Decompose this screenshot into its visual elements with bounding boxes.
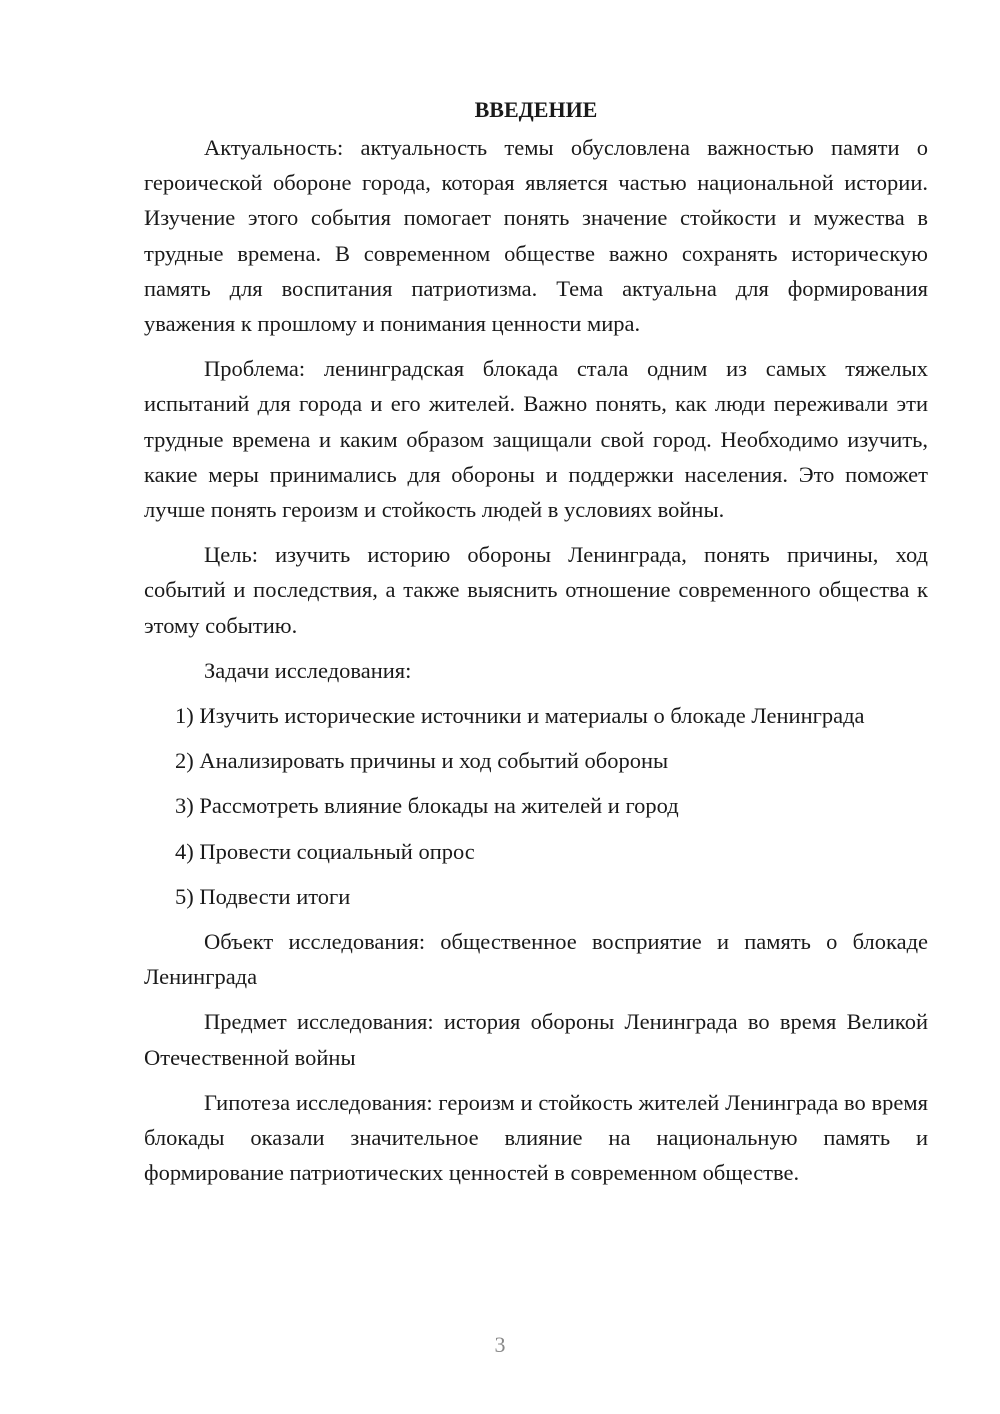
tasks-list (144, 698, 928, 914)
list-item: 1) Изучить исторические источники и материалы о блокаде Ленинграда (175, 703, 865, 729)
page-number: 3 (494, 1332, 506, 1357)
list-item: 4) Провести социальный опрос (175, 838, 475, 864)
list-item: 5) Подвести итоги (175, 883, 351, 909)
hypothesis-paragraph: Гипотеза исследования: героизм и стойкость жителей Ленинграда во время блокады оказали значительное влияние на национальную память и формирование патриотических ценностей в современном обществе. (144, 1089, 928, 1186)
relevance-paragraph: Актуальность: актуальность темы обусловлена важностью памяти о героической обороне города, которая является частью национальной истории. Изучение этого события помогает понять значение стойкости и мужества в трудные времена. В современном обществе важно сохранять историческую память для воспитания патриотизма. Тема актуальна для формирования уважения к прошлому и понимания ценности мира. (144, 135, 928, 337)
list-item: 2) Анализировать причины и ход событий обороны (175, 748, 669, 774)
object-paragraph: Объект исследования: общественное восприятие и память о блокаде Ленинграда (144, 929, 928, 990)
goal-paragraph: Цель: изучить историю обороны Ленинграда, понять причины, ход событий и последствия, а также выяснить отношение современного общества к этому событию. (144, 542, 928, 638)
tasks-heading: Задачи исследования: (204, 657, 412, 683)
page-title: ВВЕДЕНИЕ (474, 97, 598, 122)
problem-paragraph: Проблема: ленинградская блокада стала одним из самых тяжелых испытаний для города и его жителей. Важно понять, как люди переживали эти трудные времена и каким образом защищали свой город. Необходимо изучить, какие меры принимались для обороны и поддержки населения. Это поможет лучше понять героизм и стойкость людей в условиях войны. (144, 356, 928, 523)
subject-paragraph: Предмет исследования: история обороны Ленинграда во время Великой Отечественной войны (144, 1009, 928, 1070)
document-page (144, 92, 928, 1200)
list-item: 3) Рассмотреть влияние блокады на жителей и город (175, 793, 679, 819)
